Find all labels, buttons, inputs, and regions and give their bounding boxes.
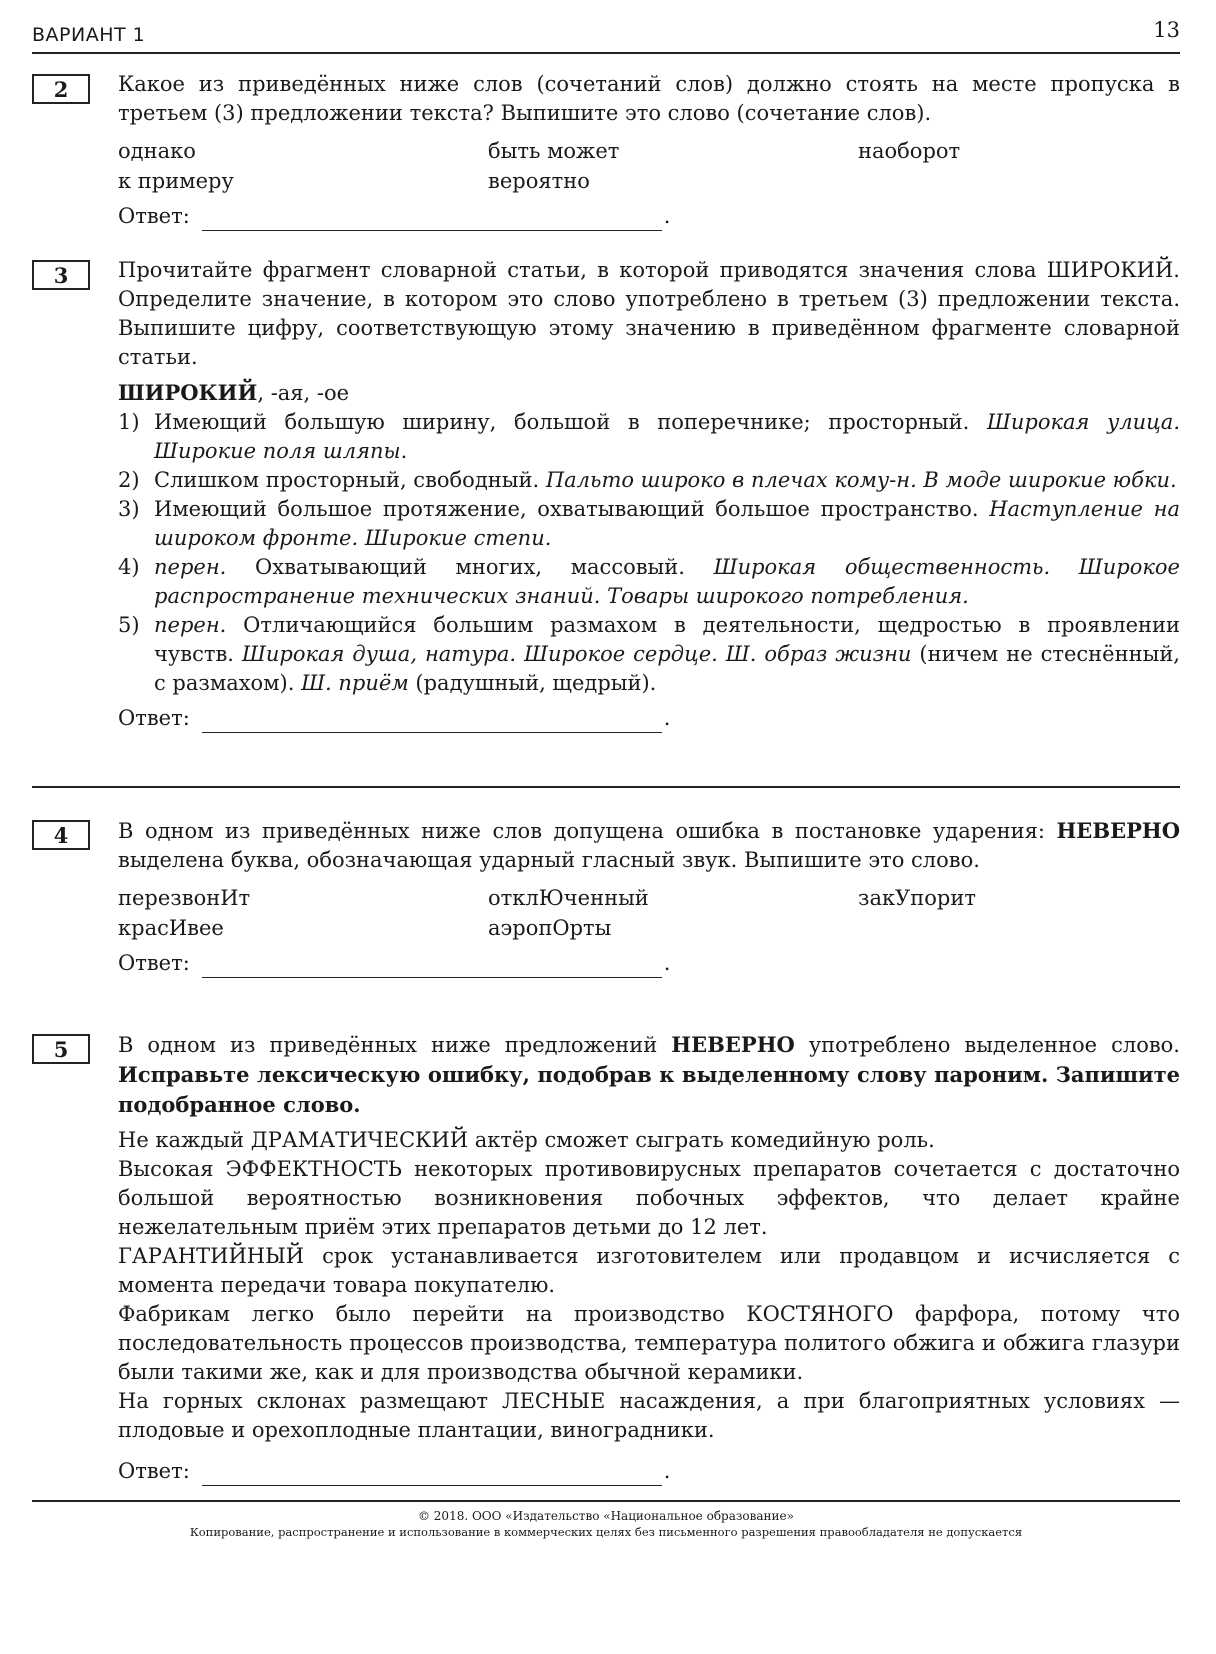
sentence: ГАРАНТИЙНЫЙ срок устанавливается изготовителем или продавцом и исчисляется с момента передачи товара покупателю. bbox=[118, 1244, 1180, 1297]
task-prompt: Прочитайте фрагмент словарной статьи, в которой приводятся значения слова ШИРОКИЙ. Определите значение, в котором это слово употреблено в третьем (3) предложении текста. Выпишите цифру, соответствующую этому значению в приведённом фрагменте словарной статьи. bbox=[118, 258, 1180, 369]
task-2 bbox=[32, 70, 1180, 231]
sentence-list bbox=[118, 1126, 1180, 1445]
entry-label: перен. bbox=[154, 613, 227, 637]
sentence: Фабрикам легко было перейти на производство КОСТЯНОГО фарфора, потому что последовательность процессов производства, температура политого обжига и обжига глазури были такими же, как и для производства обычной керамики. bbox=[118, 1302, 1180, 1384]
headword-endings: , -ая, -ое bbox=[257, 381, 350, 405]
dictionary-entries bbox=[118, 408, 1180, 698]
dictionary-entry bbox=[118, 408, 1180, 466]
prompt-emphasis: НЕВЕРНО bbox=[1056, 818, 1180, 843]
entry-example: Широкая душа, натура. Широкое сердце. Ш. образ жизни bbox=[241, 642, 912, 666]
entry-number: 1) bbox=[118, 410, 140, 434]
headword: ШИРОКИЙ bbox=[118, 380, 258, 405]
entry-note: (радушный, щедрый). bbox=[408, 671, 657, 695]
dictionary-entry bbox=[118, 553, 1180, 611]
dictionary-entry bbox=[118, 611, 1180, 698]
entry-example: Пальто широко в плечах кому-н. В моде широкие юбки. bbox=[545, 468, 1177, 492]
word-option: быть может bbox=[488, 139, 620, 163]
answer-line bbox=[118, 1457, 1180, 1486]
prompt-text: В одном из приведённых ниже слов допущена ошибка в постановке ударения: bbox=[118, 819, 1057, 843]
page-number: 13 bbox=[1153, 18, 1180, 42]
variant-title: ВАРИАНТ 1 bbox=[32, 24, 146, 46]
answer-label: Ответ: bbox=[118, 204, 190, 228]
entry-definition: Отличающийся большим размахом в деятельности, щедростью в проявлении чувств. bbox=[154, 613, 1180, 666]
answer-dot: . bbox=[663, 951, 671, 975]
word-option: перезвонИт bbox=[118, 886, 251, 910]
page-footer bbox=[32, 1500, 1180, 1540]
answer-label: Ответ: bbox=[118, 1459, 190, 1483]
sentence: На горных склонах размещают ЛЕСНЫЕ насаждения, а при благоприятных условиях — плодовые и орехоплодные плантации, виноградники. bbox=[118, 1389, 1180, 1442]
entry-example: Наступление на широком фронте. Широкие степи. bbox=[154, 497, 1180, 550]
task-prompt: Какое из приведённых ниже слов (сочетаний слов) должно стоять на месте пропуска в третьем (3) предложении текста? Выпишите это слово (сочетание слов). bbox=[118, 72, 1180, 125]
copyright-line: © 2018. ООО «Издательство «Национальное образование» bbox=[417, 1509, 794, 1523]
word-option: к примеру bbox=[118, 169, 234, 193]
entry-number: 2) bbox=[118, 468, 140, 492]
task-prompt bbox=[118, 1030, 1180, 1120]
task-5 bbox=[32, 1030, 1180, 1486]
answer-dot: . bbox=[663, 706, 671, 730]
answer-dot: . bbox=[663, 204, 671, 228]
entry-definition: Слишком просторный, свободный. bbox=[154, 468, 546, 492]
word-option: однако bbox=[118, 139, 196, 163]
entry-definition: Охватывающий многих, массовый. bbox=[226, 555, 714, 579]
task-number: 3 bbox=[32, 260, 90, 290]
entry-definition: Имеющий большую ширину, большой в поперечнике; просторный. bbox=[154, 410, 987, 434]
entry-definition: Имеющий большое протяжение, охватывающий большое пространство. bbox=[154, 497, 990, 521]
answer-dot: . bbox=[663, 1459, 671, 1483]
dictionary-entry bbox=[118, 466, 1180, 495]
sentence: Не каждый ДРАМАТИЧЕСКИЙ актёр сможет сыграть комедийную роль. bbox=[118, 1128, 935, 1152]
word-option: наоборот bbox=[858, 139, 961, 163]
entry-number: 4) bbox=[118, 555, 140, 579]
entry-label: перен. bbox=[154, 555, 227, 579]
entry-example: Широкая улица. Широкие поля шляпы. bbox=[154, 410, 1180, 463]
task-number: 2 bbox=[32, 74, 90, 104]
dictionary-headword bbox=[118, 378, 1180, 408]
word-options bbox=[118, 136, 1180, 196]
page-header bbox=[32, 18, 1180, 54]
prompt-text: употреблено выделенное слово. bbox=[794, 1033, 1180, 1057]
word-option: закУпорит bbox=[858, 886, 976, 910]
entry-number: 3) bbox=[118, 497, 140, 521]
entry-example: Ш. приём bbox=[301, 671, 409, 695]
copyright-notice: Копирование, распространение и использование в коммерческих целях без письменного разрешения правообладателя не допускается bbox=[189, 1525, 1023, 1539]
answer-line bbox=[118, 704, 1180, 733]
task-4 bbox=[32, 816, 1180, 978]
prompt-text: В одном из приведённых ниже предложений bbox=[118, 1033, 672, 1057]
entry-number: 5) bbox=[118, 613, 140, 637]
entry-note: (ничем не стеснённый, с размахом). bbox=[154, 642, 1180, 695]
answer-line bbox=[118, 949, 1180, 978]
prompt-text: выделена буква, обозначающая ударный гласный звук. Выпишите это слово. bbox=[118, 848, 980, 872]
task-3 bbox=[32, 256, 1180, 733]
word-option: красИвее bbox=[118, 916, 224, 940]
answer-blank[interactable] bbox=[202, 953, 662, 978]
task-number: 4 bbox=[32, 820, 90, 850]
dictionary-entry bbox=[118, 495, 1180, 553]
answer-blank[interactable] bbox=[202, 206, 662, 231]
prompt-instruction: Исправьте лексическую ошибку, подобрав к выделенному слову пароним. Запишите подобранное слово. bbox=[118, 1062, 1180, 1117]
answer-line bbox=[118, 202, 1180, 231]
word-options bbox=[118, 883, 1180, 943]
word-option: отклЮченный bbox=[488, 886, 649, 910]
task-number: 5 bbox=[32, 1034, 90, 1064]
task-prompt bbox=[118, 816, 1180, 875]
word-option: аэропОрты bbox=[488, 916, 612, 940]
section-divider bbox=[32, 786, 1180, 788]
answer-label: Ответ: bbox=[118, 706, 190, 730]
answer-blank[interactable] bbox=[202, 708, 662, 733]
answer-blank[interactable] bbox=[202, 1461, 662, 1486]
prompt-emphasis: НЕВЕРНО bbox=[671, 1032, 795, 1057]
answer-label: Ответ: bbox=[118, 951, 190, 975]
sentence: Высокая ЭФФЕКТНОСТЬ некоторых противовирусных препаратов сочетается с достаточно большой вероятностью возникновения побочных эффектов, что делает крайне нежелательным приём этих препаратов детьми до 12 лет. bbox=[118, 1157, 1180, 1239]
entry-example: Широкая общественность. Широкое распространение технических знаний. Товары широкого потребления. bbox=[154, 555, 1180, 608]
word-option: вероятно bbox=[488, 169, 590, 193]
